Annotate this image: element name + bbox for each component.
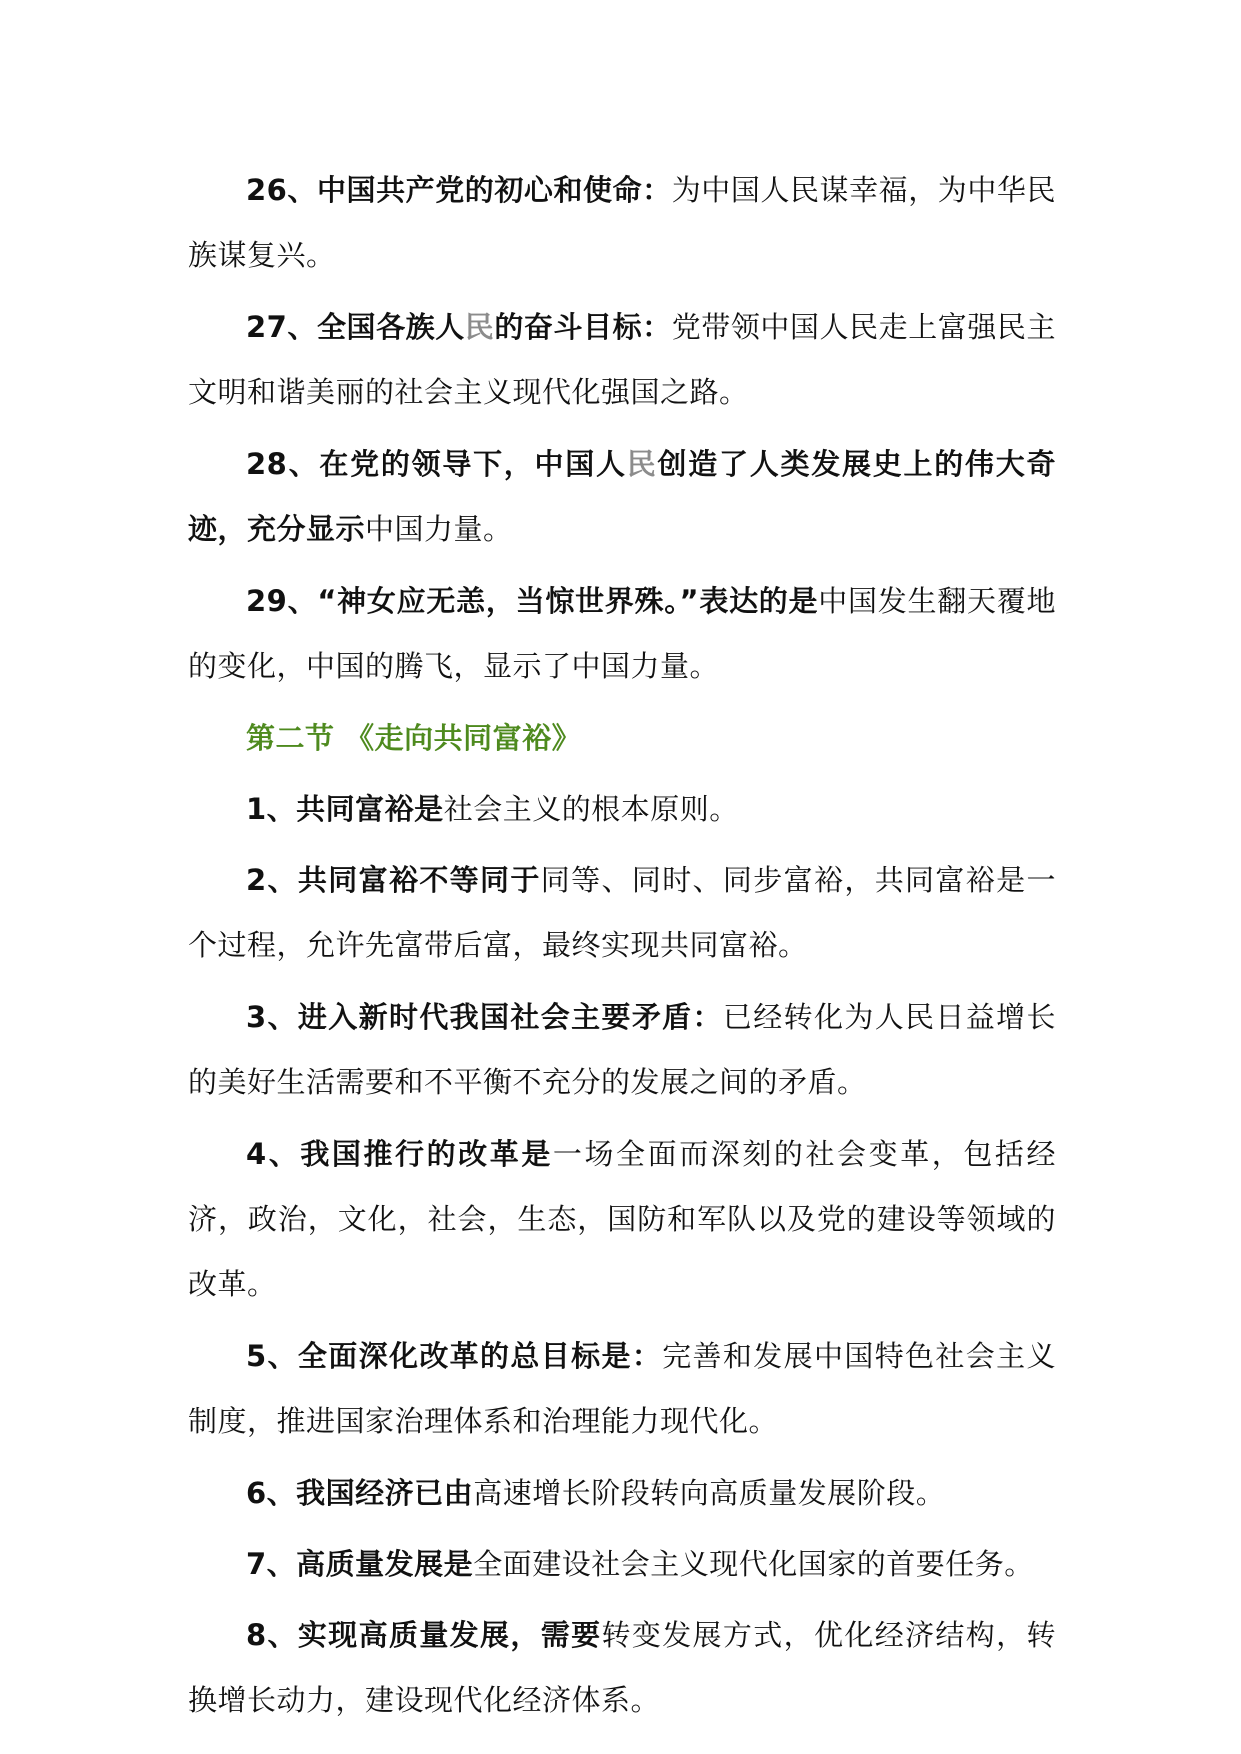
item-29-text: 中国发生翻天覆地的变化，中国的腾飞，显示了中国力量。 [188,584,1056,683]
section-item-2 [188,848,1056,978]
item-28-term-b: 创造了人类发展史上的伟大奇迹，充分显示 [188,447,1056,546]
item-27-term-b: 的奋斗目标： [494,310,672,344]
section-item-6-term: 6、我国经济已由 [246,1476,474,1510]
section-item-2-text: 同等、同时、同步富裕，共同富裕是一个过程，允许先富带后富，最终实现共同富裕。 [188,863,1056,962]
section-item-3-text: 已经转化为人民日益增长的美好生活需要和不平衡不充分的发展之间的矛盾。 [188,1000,1056,1099]
section-item-4-term: 4、我国推行的改革是 [246,1137,553,1171]
section-item-6 [188,1461,1056,1526]
section-item-4-text: 一场全面而深刻的社会变革，包括经济，政治，文化，社会，生态，国防和军队以及党的建设等领域的改革。 [188,1137,1056,1301]
section-heading: 第二节 《走向共同富裕》 [246,721,582,755]
section-item-1 [188,777,1056,842]
section-item-1-term: 1、共同富裕是 [246,792,444,826]
item-26 [188,158,1056,288]
section-item-7-term: 7、高质量发展是 [246,1547,474,1581]
section-item-8 [188,1603,1056,1733]
section-item-2-term: 2、共同富裕不等同于 [246,863,541,897]
item-28-term-gray-char: 民 [626,447,658,481]
item-27-text: 党带领中国人民走上富强民主文明和谐美丽的社会主义现代化强国之路。 [188,310,1056,409]
section-item-7-text: 全面建设社会主义现代化国家的首要任务。 [473,1547,1034,1581]
item-26-text: 为中国人民谋幸福，为中华民族谋复兴。 [188,173,1056,272]
section-item-5-text: 完善和发展中国特色社会主义制度，推进国家治理体系和治理能力现代化。 [188,1339,1056,1438]
document-body [188,158,1056,1740]
item-28-term-a: 28、在党的领导下，中国人 [246,447,627,481]
item-29 [188,569,1056,699]
section-item-7 [188,1532,1056,1597]
item-26-term: 26、中国共产党的初心和使命： [246,173,672,207]
section-item-6-text: 高速增长阶段转向高质量发展阶段。 [473,1476,946,1510]
section-item-5-term: 5、全面深化改革的总目标是： [246,1339,663,1373]
section-item-5 [188,1324,1056,1454]
item-28-text: 中国力量。 [365,512,513,546]
item-29-term: 29、“神女应无恙，当惊世界殊。”表达的是 [246,584,819,618]
item-27-term-a: 27、全国各族人 [246,310,465,344]
item-27 [188,295,1056,425]
section-item-8-text: 转变发展方式，优化经济结构，转换增长动力，建设现代化经济体系。 [188,1618,1056,1717]
section-item-1-text: 社会主义的根本原则。 [443,792,739,826]
section-item-3-term: 3、进入新时代我国社会主要矛盾： [246,1000,723,1034]
item-28 [188,432,1056,562]
item-27-term-gray-char: 民 [464,310,495,344]
section-item-3 [188,985,1056,1115]
section-item-8-term: 8、实现高质量发展，需要 [246,1618,602,1652]
section-item-4 [188,1122,1056,1317]
